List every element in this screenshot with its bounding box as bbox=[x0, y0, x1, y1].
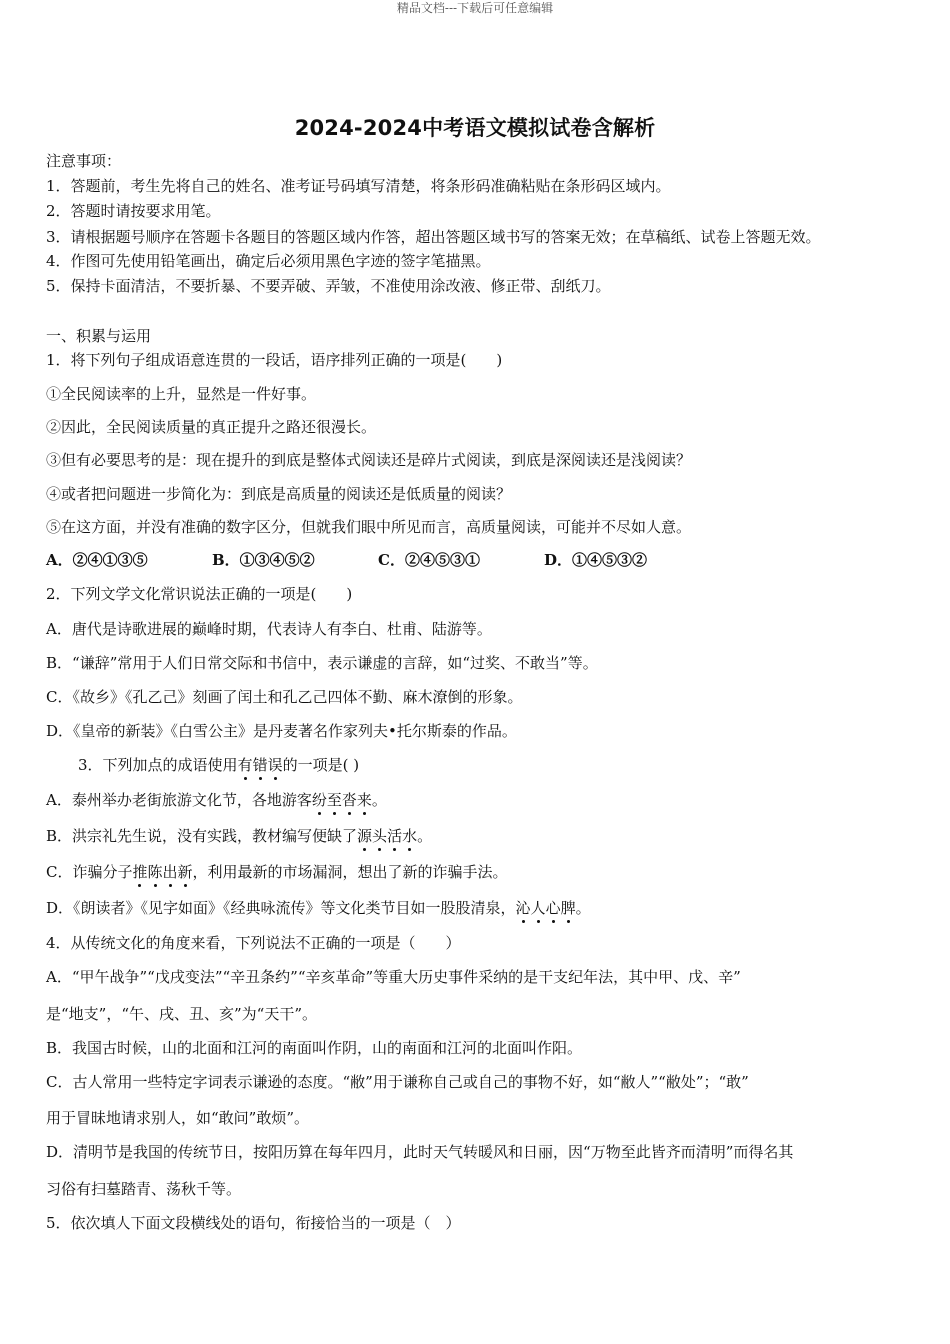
q4-option-b[interactable]: B．我国古时候，山的北面和江河的南面叫作阴，山的南面和江河的北面叫作阳。 bbox=[46, 1039, 583, 1057]
emphasis-char: 陈 bbox=[147, 863, 163, 881]
q3-option-c-idiom bbox=[132, 863, 192, 881]
emphasis-char: 有 bbox=[237, 756, 253, 774]
q3-option-c[interactable] bbox=[46, 862, 910, 882]
q1-sentence-3: ③但有必要思考的是：现在提升的到底是整体式阅读还是碎片式阅读，到底是深阅读还是浅阅读？ bbox=[46, 451, 692, 469]
emphasis-char: 脾 bbox=[560, 899, 576, 917]
emphasis-char: 人 bbox=[530, 899, 546, 917]
q3-option-d-idiom bbox=[516, 899, 576, 917]
q3-stem-pre: 3．下列加点的成语使用 bbox=[78, 756, 238, 774]
q1-sentence-1: ①全民阅读率的上升，显然是一件好事。 bbox=[46, 385, 317, 403]
q1-sentence-2: ②因此，全民阅读质量的真正提升之路还很漫长。 bbox=[46, 418, 377, 436]
notice-item-4: 4．作图可先使用铅笔画出，确定后必须用黑色字迹的签字笔描黑。 bbox=[46, 252, 491, 270]
emphasis-char: 头 bbox=[372, 827, 388, 845]
q4-option-a-line1[interactable]: A．“甲午战争”“戊戌变法”“辛丑条约”“辛亥革命”等重大历史事件采纳的是干支纪年法，其中甲、戊、辛” bbox=[46, 968, 741, 986]
q3-option-b-pre: B．洪宗礼先生说，没有实践，教材编写便缺了 bbox=[46, 827, 358, 845]
q3-option-d-pre: D．《朗读者》《见字如面》《经典咏流传》等文化类节目如一股股清泉， bbox=[46, 899, 516, 917]
emphasis-char: 至 bbox=[326, 791, 342, 809]
q3-option-a-pre: A．泰州举办老街旅游文化节，各地游客 bbox=[46, 791, 312, 809]
q2-option-d[interactable]: D．《皇帝的新装》《白雪公主》是丹麦著名作家列夫•托尔斯泰的作品。 bbox=[46, 722, 517, 740]
q2-stem: 2．下列文学文化常识说法正确的一项是( ) bbox=[46, 585, 353, 603]
q2-option-a[interactable]: A．唐代是诗歌进展的巅峰时期，代表诗人有李白、杜甫、陆游等。 bbox=[46, 620, 492, 638]
emphasis-char: 水 bbox=[402, 827, 418, 845]
q5-stem: 5．依次填人下面文段横线处的语句，衔接恰当的一项是（ ） bbox=[46, 1214, 461, 1232]
q3-option-a[interactable] bbox=[46, 790, 910, 810]
q4-stem: 4．从传统文化的角度来看，下列说法不正确的一项是（ ） bbox=[46, 934, 461, 952]
q3-stem-post: 的一项是( ) bbox=[282, 756, 360, 774]
emphasis-char: 误 bbox=[267, 756, 283, 774]
section-heading: 一、积累与运用 bbox=[46, 327, 152, 345]
page-title: 2024-2024中考语文模拟试卷含解析 bbox=[294, 116, 656, 140]
q1-option-d[interactable]: D．①④⑤③② bbox=[544, 551, 648, 569]
emphasis-char: 源 bbox=[357, 827, 373, 845]
q3-option-d[interactable] bbox=[46, 898, 910, 918]
q3-stem-emphasis bbox=[238, 756, 283, 774]
q3-option-a-idiom bbox=[312, 791, 372, 809]
q4-option-c-line1[interactable]: C．古人常用一些特定字词表示谦逊的态度。“敝”用于谦称自己或自己的事物不好，如“敝人”“敝处”；“敢” bbox=[46, 1073, 749, 1091]
q4-option-d-line2: 习俗有扫墓踏青、荡秋千等。 bbox=[46, 1180, 242, 1198]
emphasis-char: 沓 bbox=[341, 791, 357, 809]
emphasis-char: 纷 bbox=[311, 791, 327, 809]
q2-option-b[interactable]: B．“谦辞”常用于人们日常交际和书信中，表示谦虚的言辞，如“过奖、不敢当”等。 bbox=[46, 654, 598, 672]
emphasis-char: 心 bbox=[545, 899, 561, 917]
q3-stem bbox=[78, 755, 910, 775]
notice-item-2: 2．答题时请按要求用笔。 bbox=[46, 202, 221, 220]
emphasis-char: 沁 bbox=[515, 899, 531, 917]
q1-option-a[interactable]: A．②④①③⑤ bbox=[46, 551, 148, 569]
q1-options bbox=[46, 550, 910, 570]
q3-option-c-pre: C．诈骗分子 bbox=[46, 863, 133, 881]
emphasis-char: 来 bbox=[356, 791, 372, 809]
emphasis-char: 出 bbox=[162, 863, 178, 881]
q4-option-a-line2: 是“地支”，“午、戌、丑、亥”为“天干”。 bbox=[46, 1005, 318, 1023]
notice-item-5: 5．保持卡面清洁，不要折暴、不要弄破、弄皱，不准使用涂改液、修正带、刮纸刀。 bbox=[46, 277, 611, 295]
q2-option-c[interactable]: C．《故乡》《孔乙己》刻画了闰土和孔乙己四体不勤、麻木潦倒的形象。 bbox=[46, 688, 523, 706]
q3-option-b[interactable] bbox=[46, 826, 910, 846]
q1-option-c[interactable]: C．②④⑤③① bbox=[378, 551, 480, 569]
page-header-note: 精品文档---下载后可任意编辑 bbox=[396, 1, 554, 15]
notice-heading: 注意事项： bbox=[46, 152, 122, 170]
q1-sentence-5: ⑤在这方面，并没有准确的数字区分，但就我们眼中所见而言，高质量阅读，可能并不尽如人意。 bbox=[46, 518, 692, 536]
q3-option-a-post: 。 bbox=[371, 791, 387, 809]
q3-option-d-post: 。 bbox=[575, 899, 591, 917]
notice-item-1: 1．答题前，考生先将自己的姓名、准考证号码填写清楚，将条形码准确粘贴在条形码区域内。 bbox=[46, 177, 671, 195]
q4-option-d-line1[interactable]: D．清明节是我国的传统节日，按阳历算在每年四月，此时天气转暖风和日丽，因“万物至此皆齐而清明”而得名其 bbox=[46, 1143, 794, 1161]
q3-option-c-post: ，利用最新的市场漏洞，想出了新的诈骗手法。 bbox=[192, 863, 508, 881]
q3-option-b-idiom bbox=[357, 827, 417, 845]
q1-sentence-4: ④或者把问题进一步简化为：到底是高质量的阅读还是低质量的阅读？ bbox=[46, 485, 512, 503]
q1-stem: 1．将下列句子组成语意连贯的一段话，语序排列正确的一项是( ) bbox=[46, 351, 503, 369]
notice-item-3: 3．请根据题号顺序在答题卡各题目的答题区域内作答，超出答题区域书写的答案无效；在草稿纸、试卷上答题无效。 bbox=[46, 228, 821, 246]
q3-option-b-post: 。 bbox=[417, 827, 433, 845]
emphasis-char: 推 bbox=[132, 863, 148, 881]
emphasis-char: 错 bbox=[252, 756, 268, 774]
emphasis-char: 新 bbox=[177, 863, 193, 881]
q4-option-c-line2: 用于冒昧地请求别人，如“敢问”敢烦”。 bbox=[46, 1109, 310, 1127]
q1-option-b[interactable]: B．①③④⑤② bbox=[212, 551, 315, 569]
emphasis-char: 活 bbox=[387, 827, 403, 845]
